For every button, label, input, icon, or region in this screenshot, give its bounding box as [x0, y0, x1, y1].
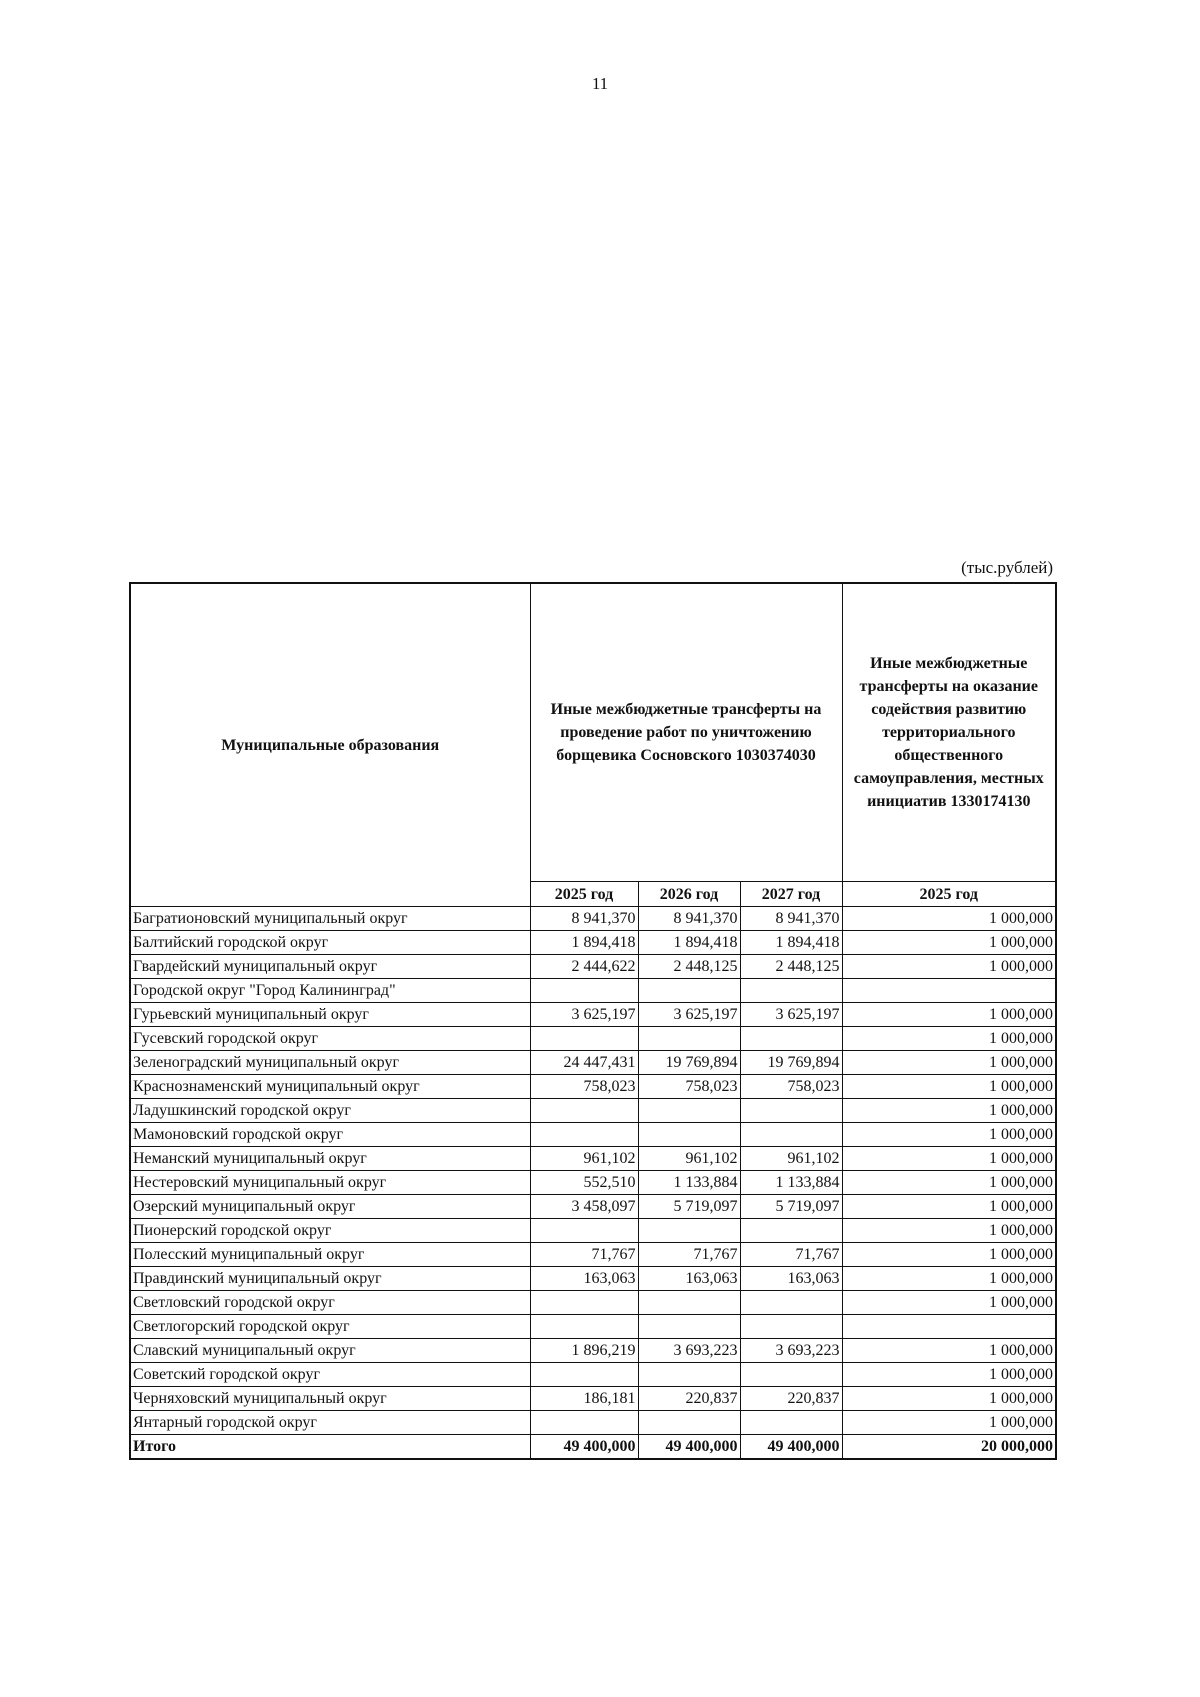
amount-v2026: 8 941,370 — [638, 907, 740, 931]
amount-v2026 — [638, 1099, 740, 1123]
amount-v2027 — [740, 1363, 842, 1387]
units-label: (тыс.рублей) — [961, 558, 1053, 577]
amount-tos2025: 1 000,000 — [842, 1123, 1056, 1147]
amount-tos2025: 1 000,000 — [842, 1195, 1056, 1219]
table-row — [130, 1315, 1056, 1339]
amount-v2026 — [638, 1315, 740, 1339]
amount-tos2025: 1 000,000 — [842, 931, 1056, 955]
amount-tos2025: 1 000,000 — [842, 1363, 1056, 1387]
municipality-name: Черняховский муниципальный округ — [130, 1387, 530, 1411]
table-body — [130, 907, 1056, 1460]
amount-tos2025: 1 000,000 — [842, 1003, 1056, 1027]
amount-v2026: 3 625,197 — [638, 1003, 740, 1027]
table-row — [130, 1003, 1056, 1027]
amount-v2025 — [530, 1411, 638, 1435]
amount-v2025: 186,181 — [530, 1387, 638, 1411]
amount-v2026: 220,837 — [638, 1387, 740, 1411]
header-year-2025: 2025 год — [530, 882, 638, 907]
amount-v2026: 758,023 — [638, 1075, 740, 1099]
municipality-name: Пионерский городской округ — [130, 1219, 530, 1243]
municipality-name: Славский муниципальный округ — [130, 1339, 530, 1363]
amount-v2025 — [530, 1027, 638, 1051]
amount-tos2025: 1 000,000 — [842, 1387, 1056, 1411]
table-row — [130, 1219, 1056, 1243]
amount-v2025: 961,102 — [530, 1147, 638, 1171]
municipality-name: Ладушкинский городской округ — [130, 1099, 530, 1123]
amount-v2026: 1 133,884 — [638, 1171, 740, 1195]
municipality-name: Правдинский муниципальный округ — [130, 1267, 530, 1291]
header-tos-transfers: Иные межбюджетные трансферты на оказание содействия развитию территориального общественного самоуправления, местных инициатив 1330174130 — [842, 583, 1056, 882]
amount-v2025: 71,767 — [530, 1243, 638, 1267]
table-row — [130, 1267, 1056, 1291]
table-row — [130, 1147, 1056, 1171]
municipality-name: Янтарный городской округ — [130, 1411, 530, 1435]
amount-v2027: 163,063 — [740, 1267, 842, 1291]
amount-v2027 — [740, 1099, 842, 1123]
amount-tos2025: 1 000,000 — [842, 1411, 1056, 1435]
municipality-name: Озерский муниципальный округ — [130, 1195, 530, 1219]
table-row — [130, 955, 1056, 979]
amount-v2025 — [530, 979, 638, 1003]
amount-v2027: 1 133,884 — [740, 1171, 842, 1195]
amount-v2027: 2 448,125 — [740, 955, 842, 979]
amount-v2027 — [740, 1411, 842, 1435]
header-tos-year-2025: 2025 год — [842, 882, 1056, 907]
amount-v2027 — [740, 979, 842, 1003]
table-row — [130, 1411, 1056, 1435]
amount-v2025 — [530, 1315, 638, 1339]
amount-v2026: 3 693,223 — [638, 1339, 740, 1363]
amount-tos2025: 1 000,000 — [842, 1339, 1056, 1363]
amount-tos2025: 1 000,000 — [842, 1027, 1056, 1051]
budget-table — [129, 582, 1057, 1460]
amount-v2026 — [638, 1363, 740, 1387]
amount-v2026: 49 400,000 — [638, 1435, 740, 1460]
municipality-name: Зеленоградский муниципальный округ — [130, 1051, 530, 1075]
table-row — [130, 1051, 1056, 1075]
table-row — [130, 1339, 1056, 1363]
amount-v2027 — [740, 1219, 842, 1243]
amount-v2026 — [638, 1027, 740, 1051]
amount-v2027 — [740, 1027, 842, 1051]
municipality-name: Светловский городской округ — [130, 1291, 530, 1315]
table-row — [130, 1291, 1056, 1315]
amount-v2027: 8 941,370 — [740, 907, 842, 931]
amount-tos2025: 1 000,000 — [842, 1219, 1056, 1243]
municipality-name: Гвардейский муниципальный округ — [130, 955, 530, 979]
amount-v2026: 961,102 — [638, 1147, 740, 1171]
amount-v2026 — [638, 1219, 740, 1243]
municipality-name: Неманский муниципальный округ — [130, 1147, 530, 1171]
amount-tos2025: 1 000,000 — [842, 1243, 1056, 1267]
amount-tos2025: 1 000,000 — [842, 907, 1056, 931]
municipality-name: Краснознаменский муниципальный округ — [130, 1075, 530, 1099]
municipality-name: Гусевский городской округ — [130, 1027, 530, 1051]
amount-v2025: 758,023 — [530, 1075, 638, 1099]
header-year-2026: 2026 год — [638, 882, 740, 907]
amount-v2025: 3 625,197 — [530, 1003, 638, 1027]
table-row — [130, 907, 1056, 931]
page-number: 11 — [591, 74, 609, 93]
amount-v2025: 163,063 — [530, 1267, 638, 1291]
amount-v2027 — [740, 1291, 842, 1315]
amount-v2026 — [638, 979, 740, 1003]
amount-tos2025: 1 000,000 — [842, 1291, 1056, 1315]
municipality-name: Итого — [130, 1435, 530, 1460]
amount-v2025: 1 896,219 — [530, 1339, 638, 1363]
municipality-name: Нестеровский муниципальный округ — [130, 1171, 530, 1195]
amount-v2025: 8 941,370 — [530, 907, 638, 931]
amount-tos2025: 1 000,000 — [842, 1171, 1056, 1195]
amount-v2027 — [740, 1123, 842, 1147]
table-row — [130, 1027, 1056, 1051]
municipality-name: Мамоновский городской округ — [130, 1123, 530, 1147]
municipality-name: Балтийский городской округ — [130, 931, 530, 955]
amount-v2027: 1 894,418 — [740, 931, 842, 955]
amount-v2027: 3 625,197 — [740, 1003, 842, 1027]
amount-tos2025: 1 000,000 — [842, 1051, 1056, 1075]
amount-v2026: 5 719,097 — [638, 1195, 740, 1219]
municipality-name: Гурьевский муниципальный округ — [130, 1003, 530, 1027]
amount-v2026 — [638, 1411, 740, 1435]
table-row — [130, 1243, 1056, 1267]
amount-v2027: 758,023 — [740, 1075, 842, 1099]
table-row — [130, 1387, 1056, 1411]
table-row — [130, 1099, 1056, 1123]
amount-v2025: 3 458,097 — [530, 1195, 638, 1219]
total-row — [130, 1435, 1056, 1460]
municipality-name: Светлогорский городской округ — [130, 1315, 530, 1339]
table-row — [130, 1075, 1056, 1099]
table-row — [130, 1171, 1056, 1195]
amount-v2025: 552,510 — [530, 1171, 638, 1195]
amount-v2026: 19 769,894 — [638, 1051, 740, 1075]
amount-v2026: 1 894,418 — [638, 931, 740, 955]
amount-tos2025: 20 000,000 — [842, 1435, 1056, 1460]
amount-v2026: 163,063 — [638, 1267, 740, 1291]
amount-v2025 — [530, 1363, 638, 1387]
municipality-name: Городской округ "Город Калининград" — [130, 979, 530, 1003]
amount-v2027: 220,837 — [740, 1387, 842, 1411]
table-row — [130, 1123, 1056, 1147]
municipality-name: Багратионовский муниципальный округ — [130, 907, 530, 931]
amount-v2027: 19 769,894 — [740, 1051, 842, 1075]
amount-v2025 — [530, 1219, 638, 1243]
amount-tos2025 — [842, 979, 1056, 1003]
amount-v2027: 49 400,000 — [740, 1435, 842, 1460]
amount-v2026 — [638, 1291, 740, 1315]
table-row — [130, 931, 1056, 955]
amount-tos2025: 1 000,000 — [842, 1075, 1056, 1099]
amount-v2025 — [530, 1291, 638, 1315]
amount-v2027: 961,102 — [740, 1147, 842, 1171]
amount-v2027: 3 693,223 — [740, 1339, 842, 1363]
amount-v2025 — [530, 1099, 638, 1123]
amount-v2025: 1 894,418 — [530, 931, 638, 955]
municipality-name: Полесский муниципальный округ — [130, 1243, 530, 1267]
table-row — [130, 1363, 1056, 1387]
amount-tos2025: 1 000,000 — [842, 1267, 1056, 1291]
amount-tos2025: 1 000,000 — [842, 1099, 1056, 1123]
amount-v2025: 49 400,000 — [530, 1435, 638, 1460]
amount-tos2025: 1 000,000 — [842, 1147, 1056, 1171]
municipality-name: Советский городской округ — [130, 1363, 530, 1387]
table-row — [130, 979, 1056, 1003]
table-row — [130, 1195, 1056, 1219]
amount-v2025: 24 447,431 — [530, 1051, 638, 1075]
amount-tos2025 — [842, 1315, 1056, 1339]
amount-v2027 — [740, 1315, 842, 1339]
amount-v2026 — [638, 1123, 740, 1147]
amount-v2025 — [530, 1123, 638, 1147]
amount-v2026: 71,767 — [638, 1243, 740, 1267]
amount-v2027: 71,767 — [740, 1243, 842, 1267]
amount-v2026: 2 448,125 — [638, 955, 740, 979]
amount-v2025: 2 444,622 — [530, 955, 638, 979]
amount-v2027: 5 719,097 — [740, 1195, 842, 1219]
header-year-2027: 2027 год — [740, 882, 842, 907]
amount-tos2025: 1 000,000 — [842, 955, 1056, 979]
header-hogweed-transfers: Иные межбюджетные трансферты на проведение работ по уничтожению борщевика Сосновского 1030374030 — [530, 583, 842, 882]
header-municipal-formations: Муниципальные образования — [130, 583, 530, 907]
